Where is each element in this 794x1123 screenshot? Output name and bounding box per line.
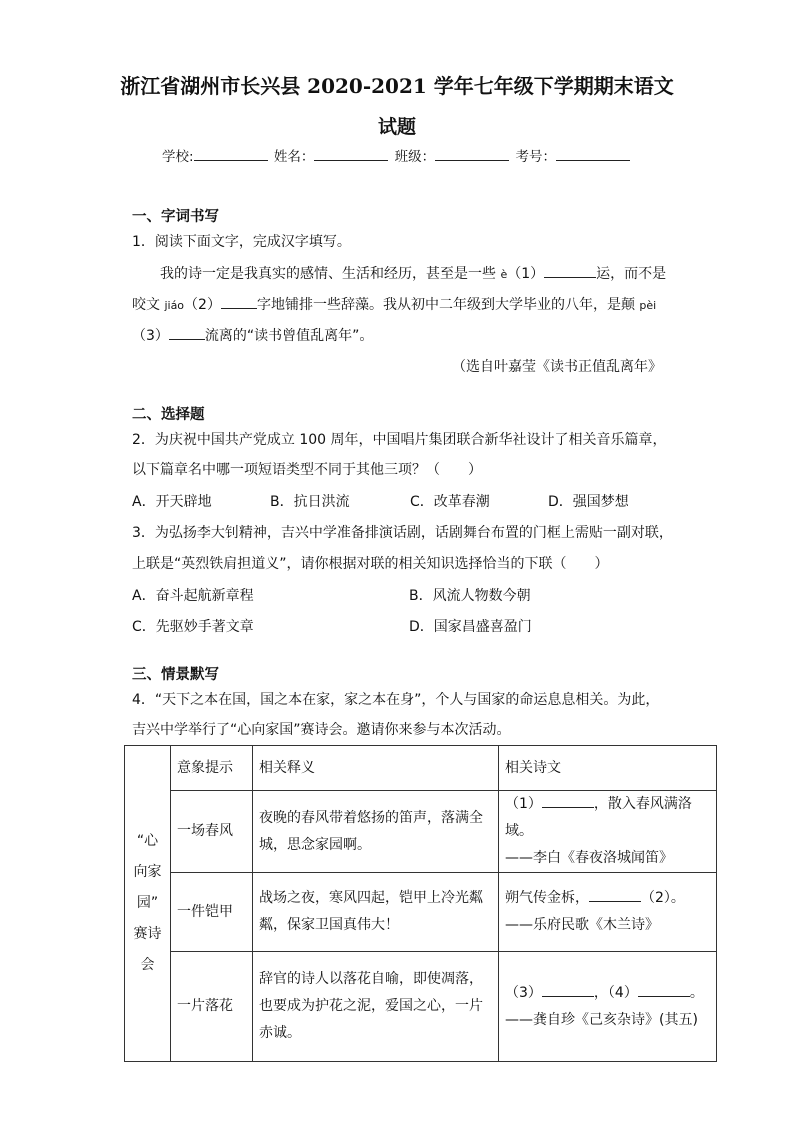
row1-source: ——李白《春夜洛城闻笛》: [505, 850, 673, 866]
row2-image: 一件铠甲: [171, 873, 253, 952]
poetry-table: [124, 745, 717, 1062]
exam-title-line-2: 试题: [377, 116, 416, 138]
table-row: [125, 873, 717, 952]
q3-option-c[interactable]: C．先驱妙手著文章: [132, 619, 254, 635]
row1-poem: （1） ，散入春风满洛域。 ——李白《春夜洛城闻笛》: [499, 791, 717, 873]
q1-blank-3[interactable]: [169, 325, 205, 340]
q2-option-c[interactable]: C．改革春潮: [410, 494, 490, 510]
q3-option-d[interactable]: D．国家昌盛喜盈门: [409, 619, 532, 635]
q2-option-d[interactable]: D．强国梦想: [548, 494, 629, 510]
exam-title-line-1: 浙江省湖州市长兴县 2020-2021 学年七年级下学期期末语文: [120, 74, 674, 98]
row3-poem: （3） ，（4） 。 ——龚自珍《己亥杂诗》(其五): [499, 952, 717, 1062]
pinyin-1: è: [500, 268, 508, 281]
row3-meaning: 辞官的诗人以落花自喻，即使凋落， 也要成为护花之泥，爱国之心，一片 赤诚。: [253, 952, 499, 1062]
school-field[interactable]: [194, 146, 268, 161]
row3-source: ——龚自珍《己亥杂诗》(其五): [505, 1011, 698, 1028]
pinyin-2: jiáo: [164, 299, 185, 312]
q4-blank-3[interactable]: [542, 982, 594, 997]
q3-option-b[interactable]: B．风流人物数今朝: [409, 588, 531, 604]
row2-meaning: 战场之夜，寒风四起，铠甲上冷光粼 粼，保家卫国真伟大！: [253, 873, 499, 952]
exam-no-label: 考号：: [515, 149, 556, 165]
table-row: [125, 952, 717, 1062]
q4-stem-line-2: 吉兴中学举行了“心向家国”赛诗会。邀请你来参与本次活动。: [132, 722, 511, 738]
q2-option-b[interactable]: B．抗日洪流: [270, 494, 350, 510]
q3-stem-line-1: 3．为弘扬李大钊精神，吉兴中学准备排演话剧，话剧舞台布置的门框上需贴一副对联，: [132, 525, 673, 541]
q3-option-a[interactable]: A．奋斗起航新章程: [132, 588, 254, 604]
table-header-poem: 相关诗文: [499, 746, 717, 791]
student-info-row: [0, 145, 794, 165]
q2-option-a[interactable]: A．开天辟地: [132, 494, 212, 510]
q4-blank-1[interactable]: [542, 793, 594, 808]
pinyin-3: pèi: [639, 299, 657, 312]
school-label: 学校:: [162, 149, 194, 165]
section-heading-2: 二、选择题: [132, 407, 205, 423]
table-header-image: 意象提示: [171, 746, 253, 791]
row1-meaning: 夜晚的春风带着悠扬的笛声，落满全 城，思念家园啊。: [253, 791, 499, 873]
name-label: 姓名：: [273, 149, 315, 165]
section-heading-3: 三、情景默写: [132, 667, 219, 683]
table-header-meaning: 相关释义: [253, 746, 499, 791]
row1-image: 一场春风: [171, 791, 253, 873]
q2-stem-line-2: 以下篇章名中哪一项短语类型不同于其他三项？（ ）: [132, 462, 482, 478]
q4-blank-2[interactable]: [589, 887, 641, 902]
q2-stem-line-1: 2．为庆祝中国共产党成立 100 周年，中国唱片集团联合新华社设计了相关音乐篇章，: [132, 432, 667, 448]
q1-paragraph-line-3: （3） 流离的“读书曾值乱离年”。: [132, 325, 373, 347]
row2-source: ——乐府民歌《木兰诗》: [505, 917, 659, 933]
q4-stem-line-1: 4．“天下之本在国，国之本在家，家之本在身”，个人与国家的命运息息相关。为此，: [132, 692, 660, 708]
row3-image: 一片落花: [171, 952, 253, 1062]
q1-paragraph-line-2: 咬文 jiáo（2） 字地铺排一些辞藻。我从初中二年级到大学毕业的八年，是颠 pèi: [132, 294, 656, 317]
class-label: 班级：: [394, 149, 436, 165]
q1-source: （选自叶嘉莹《读书正值乱离年》: [452, 359, 662, 375]
table-side-label: “心 向家 园” 赛诗 会: [125, 746, 171, 1062]
name-field[interactable]: [314, 146, 388, 161]
q1-stem: 1．阅读下面文字，完成汉字填写。: [132, 234, 351, 250]
q4-blank-4[interactable]: [638, 982, 690, 997]
q1-blank-1[interactable]: [544, 263, 596, 278]
q1-paragraph-line-1: 我的诗一定是我真实的感情、生活和经历，甚至是一些 è（1） 运，而不是: [160, 263, 666, 286]
table-row: [125, 791, 717, 873]
section-heading-1: 一、字词书写: [132, 209, 219, 225]
q1-blank-2[interactable]: [221, 294, 257, 309]
exam-no-field[interactable]: [556, 146, 630, 161]
row2-poem: 朔气传金柝， （2）。 ——乐府民歌《木兰诗》: [499, 873, 717, 952]
class-field[interactable]: [435, 146, 509, 161]
q3-stem-line-2: 上联是“英烈铁肩担道义”，请你根据对联的相关知识选择恰当的下联（ ）: [132, 556, 609, 572]
